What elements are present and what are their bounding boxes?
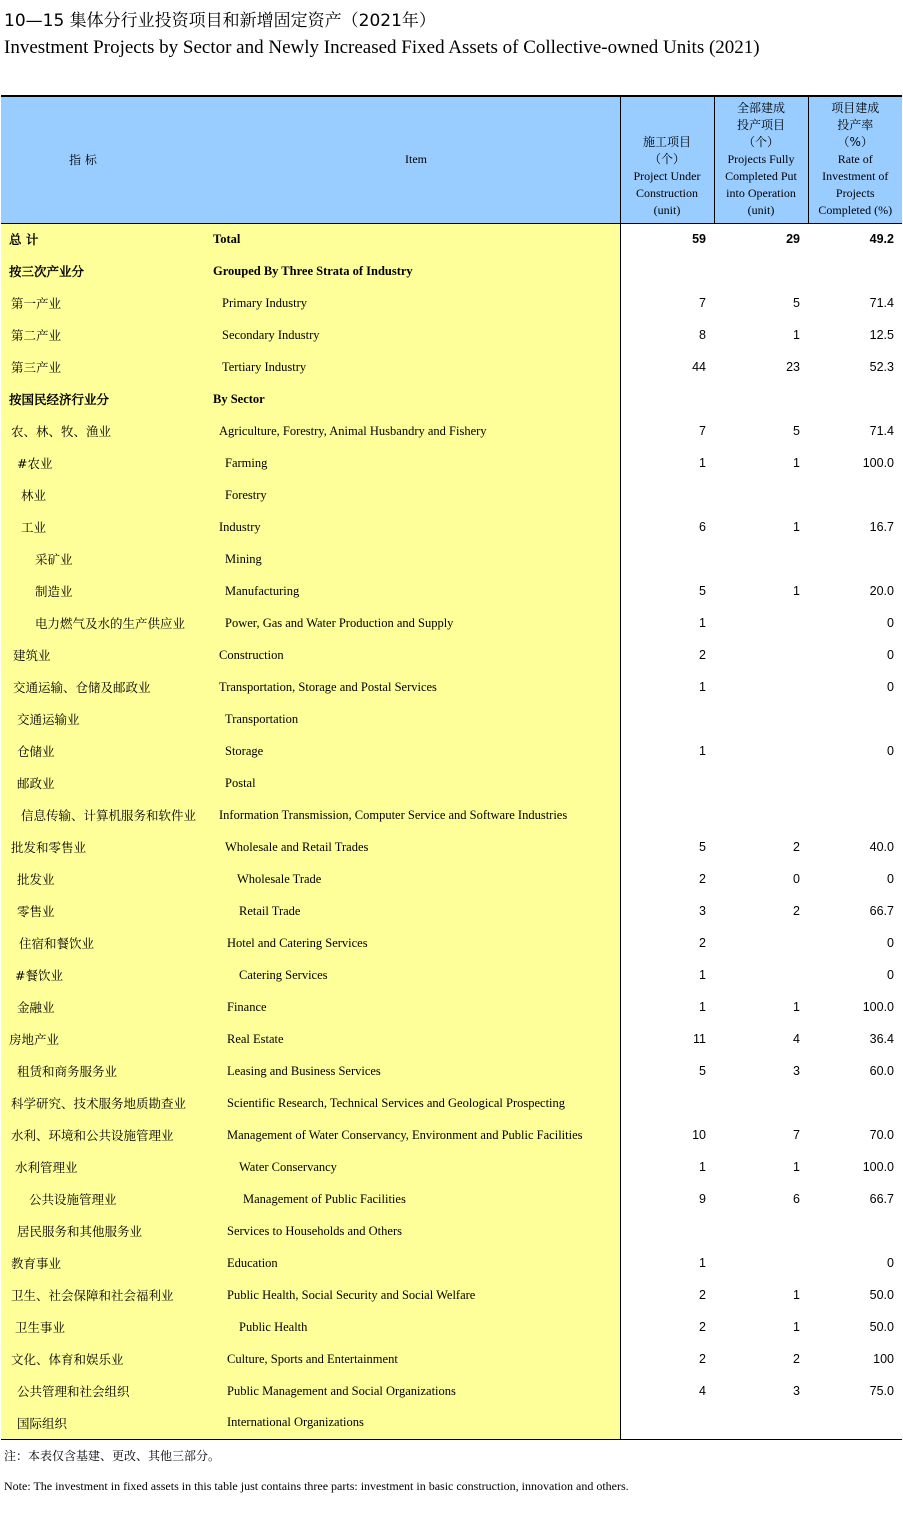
- cell-projects-under-construction: 1: [620, 991, 714, 1023]
- table-row: [1, 703, 902, 735]
- row-label-cn: 信息传输、计算机服务和软件业: [1, 799, 207, 831]
- cell-projects-under-construction: 3: [620, 895, 714, 927]
- row-label-cn: 教育事业: [1, 1247, 207, 1279]
- table-row: [1, 1055, 902, 1087]
- row-label-cn: 电力燃气及水的生产供应业: [1, 607, 207, 639]
- cell-projects-under-construction: 1: [620, 959, 714, 991]
- row-label-en: Farming: [207, 447, 620, 479]
- row-label-cn: 住宿和餐饮业: [1, 927, 207, 959]
- cell-completion-rate: 49.2: [869, 232, 894, 247]
- cell-projects-under-construction: 1: [620, 1151, 714, 1183]
- cell-completion-rate: 0: [887, 872, 894, 886]
- cell-projects-completed: [714, 671, 808, 703]
- row-label-en: Wholesale and Retail Trades: [207, 831, 620, 863]
- cell-projects-under-construction: 10: [620, 1119, 714, 1151]
- cell-projects-under-construction: 5: [620, 1055, 714, 1087]
- cell-completion-rate: 100: [873, 1352, 894, 1366]
- cell-projects-under-construction: 6: [620, 511, 714, 543]
- table-header-row: [1, 96, 902, 223]
- cell-projects-under-construction: 7: [620, 287, 714, 319]
- cell-projects-completed: [714, 479, 808, 511]
- cell-projects-completed: 0: [793, 872, 800, 886]
- cell-projects-under-construction: [620, 1215, 714, 1247]
- cell-projects-completed: 23: [786, 360, 800, 374]
- row-label-en: Construction: [207, 639, 620, 671]
- table-row: [1, 351, 902, 383]
- cell-projects-under-construction: [620, 479, 714, 511]
- table-row: [1, 863, 902, 895]
- header-col2-line: Completed Put: [725, 168, 797, 183]
- header-completion-rate: [808, 96, 902, 223]
- cell-projects-completed: [714, 767, 808, 799]
- cell-completion-rate: [808, 1407, 902, 1439]
- cell-completion-rate: 66.7: [869, 904, 894, 918]
- cell-projects-under-construction: 2: [620, 1279, 714, 1311]
- header-col1-line: 施工项目: [642, 134, 691, 149]
- cell-projects-completed: [714, 1087, 808, 1119]
- cell-projects-completed: 2: [793, 904, 800, 918]
- table-row: [1, 1247, 902, 1279]
- row-label-cn: 卫生事业: [1, 1311, 207, 1343]
- cell-completion-rate: [808, 543, 902, 575]
- cell-projects-completed: [714, 703, 808, 735]
- table-row: [1, 1343, 902, 1375]
- cell-projects-under-construction: 5: [620, 575, 714, 607]
- cell-completion-rate: [808, 255, 902, 287]
- table-row: [1, 543, 902, 575]
- cell-projects-completed: [714, 927, 808, 959]
- table-row: [1, 479, 902, 511]
- header-col2-line: (unit): [747, 202, 775, 217]
- cell-completion-rate: 0: [887, 648, 894, 662]
- header-col2-line: （个）: [742, 134, 779, 149]
- cell-completion-rate: 75.0: [869, 1384, 894, 1398]
- row-label-cn: 林业: [1, 479, 207, 511]
- cell-projects-completed: 3: [793, 1064, 800, 1078]
- cell-projects-completed: [714, 639, 808, 671]
- cell-projects-completed: 1: [793, 584, 800, 598]
- row-label-en: Storage: [207, 735, 620, 767]
- cell-completion-rate: 0: [887, 968, 894, 982]
- note-en: Note: The investment in fixed assets in this table just contains three parts: investment in basic construction, innovation and others.: [4, 1479, 629, 1493]
- table-row: [1, 1087, 902, 1119]
- cell-projects-completed: 5: [793, 296, 800, 310]
- cell-projects-completed: [714, 959, 808, 991]
- cell-completion-rate: [808, 1087, 902, 1119]
- row-label-en: Mining: [207, 543, 620, 575]
- table-row: [1, 895, 902, 927]
- cell-projects-under-construction: [620, 799, 714, 831]
- row-label-cn: 按三次产业分: [1, 255, 207, 287]
- cell-projects-completed: [714, 799, 808, 831]
- table-row: [1, 1311, 902, 1343]
- row-label-en: Education: [207, 1247, 620, 1279]
- cell-projects-completed: [714, 383, 808, 415]
- row-label-en: International Organizations: [207, 1407, 620, 1439]
- table-row: [1, 927, 902, 959]
- cell-completion-rate: 50.0: [869, 1320, 894, 1334]
- header-col3-line: Projects: [835, 185, 875, 200]
- cell-completion-rate: [808, 799, 902, 831]
- row-label-en: Wholesale Trade: [207, 863, 620, 895]
- header-col2-line: into Operation: [726, 185, 796, 200]
- table-row: [1, 831, 902, 863]
- cell-projects-completed: [714, 543, 808, 575]
- header-item: Item: [207, 96, 620, 223]
- cell-completion-rate: [808, 479, 902, 511]
- table-row: [1, 383, 902, 415]
- table-row: [1, 319, 902, 351]
- cell-projects-completed: 1: [793, 328, 800, 342]
- row-label-cn: 科学研究、技术服务地质勘查业: [1, 1087, 207, 1119]
- row-label-en: Scientific Research, Technical Services and Geological Prospecting: [207, 1087, 620, 1119]
- cell-projects-under-construction: 2: [620, 1311, 714, 1343]
- row-label-en: Catering Services: [207, 959, 620, 991]
- cell-projects-completed: 5: [793, 424, 800, 438]
- cell-completion-rate: 0: [887, 744, 894, 758]
- row-label-cn: 总 计: [1, 223, 207, 255]
- row-label-en: Management of Public Facilities: [207, 1183, 620, 1215]
- row-label-cn: 卫生、社会保障和社会福利业: [1, 1279, 207, 1311]
- row-label-en: Services to Households and Others: [207, 1215, 620, 1247]
- row-label-cn: 居民服务和其他服务业: [1, 1215, 207, 1247]
- row-label-en: Finance: [207, 991, 620, 1023]
- row-label-en: Grouped By Three Strata of Industry: [207, 255, 620, 287]
- cell-completion-rate: 100.0: [862, 1000, 894, 1014]
- row-label-cn: 零售业: [1, 895, 207, 927]
- cell-projects-completed: 1: [793, 456, 800, 470]
- cell-projects-under-construction: 1: [620, 607, 714, 639]
- header-col1-line: （个）: [648, 151, 685, 166]
- cell-projects-under-construction: 2: [620, 639, 714, 671]
- header-col1-line: (unit): [653, 202, 681, 217]
- row-label-en: Power, Gas and Water Production and Supply: [207, 607, 620, 639]
- row-label-cn: #餐饮业: [1, 959, 207, 991]
- row-label-en: Primary Industry: [207, 287, 620, 319]
- cell-completion-rate: 36.4: [869, 1032, 894, 1046]
- table-row: [1, 1119, 902, 1151]
- table-title-en: Investment Projects by Sector and Newly Increased Fixed Assets of Collective-owned Units (2021): [4, 37, 760, 58]
- row-label-en: Secondary Industry: [207, 319, 620, 351]
- row-label-en: Management of Water Conservancy, Environment and Public Facilities: [207, 1119, 620, 1151]
- row-label-cn: 第二产业: [1, 319, 207, 351]
- table-row: [1, 1279, 902, 1311]
- row-label-en: Public Management and Social Organizations: [207, 1375, 620, 1407]
- cell-projects-under-construction: [620, 255, 714, 287]
- header-indicator: 指 标: [1, 96, 207, 223]
- cell-projects-completed: 2: [793, 840, 800, 854]
- row-label-cn: 第一产业: [1, 287, 207, 319]
- cell-completion-rate: 20.0: [869, 584, 894, 598]
- table-row: [1, 1183, 902, 1215]
- cell-completion-rate: [808, 383, 902, 415]
- cell-projects-under-construction: [620, 1087, 714, 1119]
- row-label-cn: 水利管理业: [1, 1151, 207, 1183]
- cell-completion-rate: 71.4: [869, 424, 894, 438]
- row-label-en: Public Health: [207, 1311, 620, 1343]
- row-label-cn: 交通运输业: [1, 703, 207, 735]
- row-label-en: By Sector: [207, 383, 620, 415]
- table-row: [1, 511, 902, 543]
- statistics-table: [1, 95, 902, 1440]
- cell-projects-under-construction: 1: [620, 447, 714, 479]
- table-row: [1, 287, 902, 319]
- cell-projects-under-construction: [620, 1407, 714, 1439]
- row-label-cn: 公共管理和社会组织: [1, 1375, 207, 1407]
- cell-projects-completed: [714, 1215, 808, 1247]
- row-label-cn: 交通运输、仓储及邮政业: [1, 671, 207, 703]
- header-projects-completed: [714, 96, 808, 223]
- note-cn: 注：本表仅含基建、更改、其他三部分。: [4, 1449, 221, 1463]
- row-label-cn: 公共设施管理业: [1, 1183, 207, 1215]
- cell-projects-completed: 3: [793, 1384, 800, 1398]
- row-label-cn: 邮政业: [1, 767, 207, 799]
- cell-projects-completed: 1: [793, 1288, 800, 1302]
- row-label-en: Forestry: [207, 479, 620, 511]
- cell-projects-completed: [714, 255, 808, 287]
- cell-completion-rate: 0: [887, 680, 894, 694]
- header-col1-line: Project Under: [633, 168, 701, 183]
- row-label-en: Industry: [207, 511, 620, 543]
- cell-completion-rate: [808, 703, 902, 735]
- table-title-cn: 10—15 集体分行业投资项目和新增固定资产（2021年）: [4, 11, 436, 31]
- table-row: [1, 1023, 902, 1055]
- table-row: [1, 1151, 902, 1183]
- table-row: [1, 767, 902, 799]
- table-row: [1, 1407, 902, 1439]
- header-col2-line: 投产项目: [736, 117, 785, 132]
- header-col2-line: Projects Fully: [727, 151, 795, 166]
- row-label-en: Hotel and Catering Services: [207, 927, 620, 959]
- header-col2-line: 全部建成: [736, 100, 785, 115]
- table-row: [1, 991, 902, 1023]
- header-col3-line: 项目建成: [831, 100, 880, 115]
- cell-projects-completed: 2: [793, 1352, 800, 1366]
- header-col1-line: Construction: [636, 185, 698, 200]
- cell-projects-completed: [714, 1247, 808, 1279]
- cell-projects-under-construction: 4: [620, 1375, 714, 1407]
- cell-completion-rate: [808, 767, 902, 799]
- row-label-cn: 房地产业: [1, 1023, 207, 1055]
- table-row: [1, 1375, 902, 1407]
- cell-completion-rate: 16.7: [869, 520, 894, 534]
- table-body: [1, 223, 902, 1439]
- cell-projects-completed: 1: [793, 520, 800, 534]
- cell-projects-completed: 7: [793, 1128, 800, 1142]
- row-label-en: Manufacturing: [207, 575, 620, 607]
- cell-projects-under-construction: 2: [620, 863, 714, 895]
- cell-projects-completed: 4: [793, 1032, 800, 1046]
- table-row: [1, 575, 902, 607]
- cell-projects-under-construction: 2: [620, 1343, 714, 1375]
- cell-projects-completed: 1: [793, 1000, 800, 1014]
- row-label-en: Agriculture, Forestry, Animal Husbandry and Fishery: [207, 415, 620, 447]
- cell-projects-completed: 29: [786, 232, 800, 247]
- cell-projects-under-construction: 7: [620, 415, 714, 447]
- cell-completion-rate: 0: [887, 1256, 894, 1270]
- row-label-cn: 工业: [1, 511, 207, 543]
- table-row: [1, 959, 902, 991]
- cell-projects-under-construction: 59: [620, 223, 714, 255]
- row-label-en: Postal: [207, 767, 620, 799]
- table-row: [1, 255, 902, 287]
- cell-completion-rate: 70.0: [869, 1128, 894, 1142]
- table-row: [1, 799, 902, 831]
- table-row: [1, 1215, 902, 1247]
- row-label-cn: 批发和零售业: [1, 831, 207, 863]
- table-row: [1, 671, 902, 703]
- header-col3-line: 投产率: [837, 117, 874, 132]
- row-label-cn: 采矿业: [1, 543, 207, 575]
- cell-completion-rate: 50.0: [869, 1288, 894, 1302]
- cell-projects-completed: [714, 735, 808, 767]
- table-row: [1, 607, 902, 639]
- cell-projects-under-construction: 8: [620, 319, 714, 351]
- table-row: [1, 735, 902, 767]
- cell-projects-under-construction: [620, 767, 714, 799]
- cell-projects-under-construction: 5: [620, 831, 714, 863]
- cell-projects-under-construction: 44: [620, 351, 714, 383]
- cell-completion-rate: [808, 1215, 902, 1247]
- row-label-en: Water Conservancy: [207, 1151, 620, 1183]
- row-label-cn: 农、林、牧、渔业: [1, 415, 207, 447]
- header-col3-line: Completed (%): [818, 202, 893, 217]
- cell-completion-rate: 66.7: [869, 1192, 894, 1206]
- row-label-cn: 按国民经济行业分: [1, 383, 207, 415]
- cell-projects-under-construction: 2: [620, 927, 714, 959]
- row-label-cn: 国际组织: [1, 1407, 207, 1439]
- row-label-cn: 第三产业: [1, 351, 207, 383]
- row-label-en: Culture, Sports and Entertainment: [207, 1343, 620, 1375]
- cell-projects-under-construction: 9: [620, 1183, 714, 1215]
- header-col3-line: （%）: [837, 134, 873, 149]
- cell-projects-under-construction: 1: [620, 1247, 714, 1279]
- row-label-en: Tertiary Industry: [207, 351, 620, 383]
- cell-projects-completed: [714, 607, 808, 639]
- cell-completion-rate: 40.0: [869, 840, 894, 854]
- cell-completion-rate: 60.0: [869, 1064, 894, 1078]
- row-label-en: Transportation: [207, 703, 620, 735]
- cell-completion-rate: 0: [887, 616, 894, 630]
- cell-completion-rate: 12.5: [869, 328, 894, 342]
- cell-completion-rate: 0: [887, 936, 894, 950]
- cell-projects-completed: [714, 1407, 808, 1439]
- cell-projects-completed: 1: [793, 1160, 800, 1174]
- row-label-en: Total: [207, 223, 620, 255]
- row-label-en: Public Health, Social Security and Social Welfare: [207, 1279, 620, 1311]
- cell-projects-completed: 1: [793, 1320, 800, 1334]
- row-label-cn: #农业: [1, 447, 207, 479]
- row-label-en: Transportation, Storage and Postal Services: [207, 671, 620, 703]
- row-label-cn: 文化、体育和娱乐业: [1, 1343, 207, 1375]
- header-col3-line: Investment of: [822, 168, 889, 183]
- table-row: [1, 223, 902, 255]
- row-label-cn: 仓储业: [1, 735, 207, 767]
- table-row: [1, 639, 902, 671]
- row-label-cn: 批发业: [1, 863, 207, 895]
- row-label-cn: 水利、环境和公共设施管理业: [1, 1119, 207, 1151]
- cell-projects-under-construction: [620, 543, 714, 575]
- row-label-en: Leasing and Business Services: [207, 1055, 620, 1087]
- cell-projects-under-construction: [620, 383, 714, 415]
- row-label-cn: 租赁和商务服务业: [1, 1055, 207, 1087]
- header-projects-under-construction: [620, 96, 714, 223]
- cell-completion-rate: 100.0: [862, 1160, 894, 1174]
- row-label-cn: 制造业: [1, 575, 207, 607]
- row-label-cn: 建筑业: [1, 639, 207, 671]
- cell-completion-rate: 100.0: [862, 456, 894, 470]
- cell-projects-under-construction: 11: [620, 1023, 714, 1055]
- row-label-cn: 金融业: [1, 991, 207, 1023]
- cell-completion-rate: 71.4: [869, 296, 894, 310]
- cell-projects-under-construction: [620, 703, 714, 735]
- row-label-en: Information Transmission, Computer Service and Software Industries: [207, 799, 620, 831]
- row-label-en: Real Estate: [207, 1023, 620, 1055]
- cell-projects-completed: 6: [793, 1192, 800, 1206]
- header-col3-line: Rate of: [837, 151, 873, 166]
- cell-completion-rate: 52.3: [869, 360, 894, 374]
- table-row: [1, 415, 902, 447]
- cell-projects-under-construction: 1: [620, 735, 714, 767]
- cell-projects-under-construction: 1: [620, 671, 714, 703]
- row-label-en: Retail Trade: [207, 895, 620, 927]
- table-row: [1, 447, 902, 479]
